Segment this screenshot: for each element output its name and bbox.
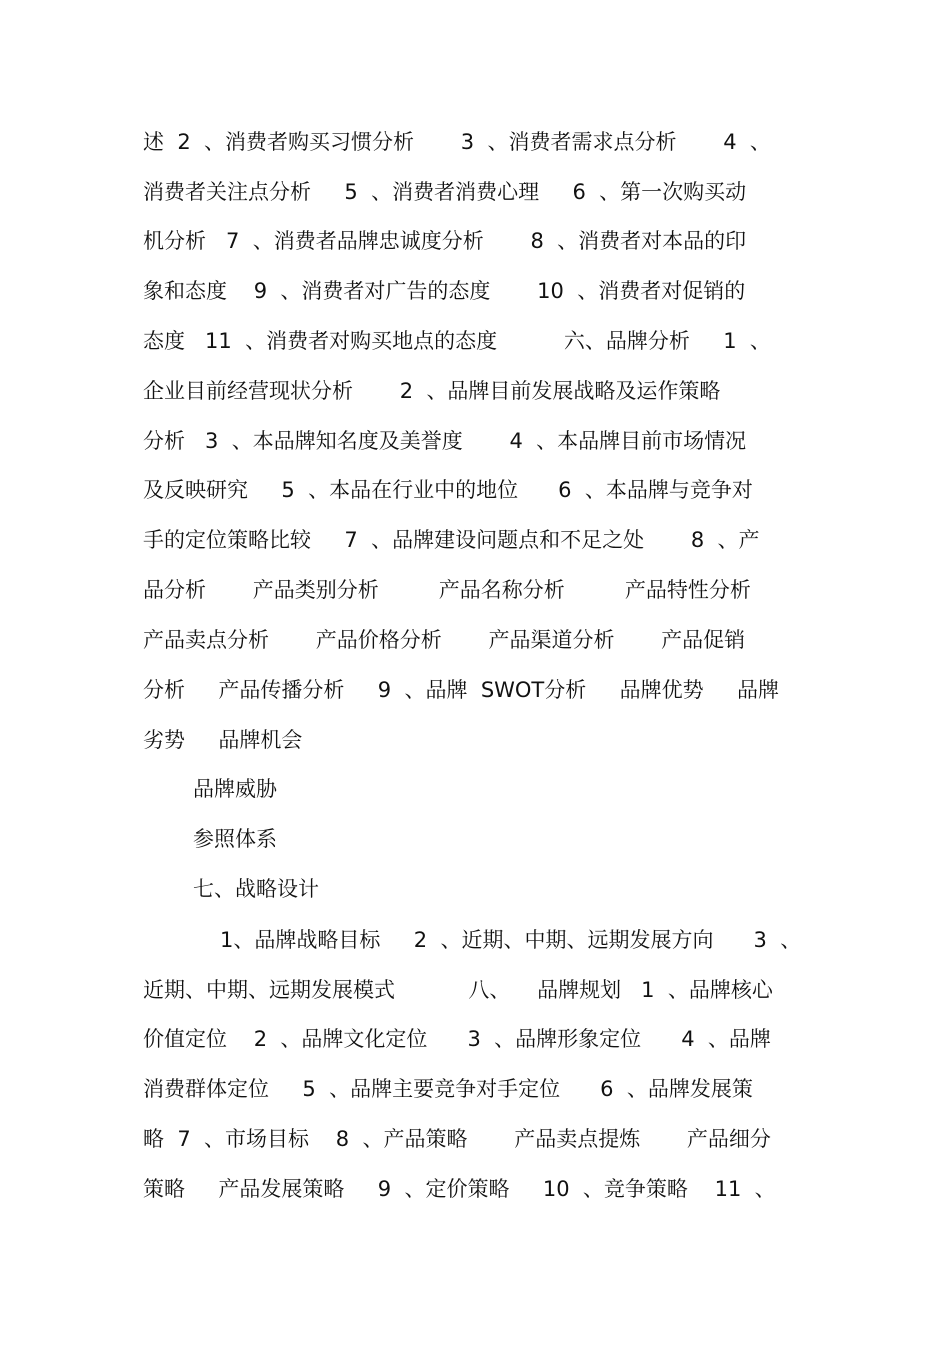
text-line: 策略 产品发展策略 9 、定价策略 10 、竞争策略 11 、: [143, 1177, 776, 1201]
text-line: 消费者关注点分析 5 、消费者消费心理 6 、第一次购买动: [143, 180, 747, 204]
text-line: 价值定位 2 、品牌文化定位 3 、品牌形象定位 4 、品牌: [143, 1027, 771, 1051]
text-line: 劣势 品牌机会: [143, 728, 303, 752]
text-line-indented: 1、品牌战略目标 2 、近期、中期、远期发展方向 3 、: [220, 928, 802, 952]
text-line: 机分析 7 、消费者品牌忠诚度分析 8 、消费者对本品的印: [143, 229, 747, 253]
text-line: 手的定位策略比较 7 、品牌建设问题点和不足之处 8 、产: [143, 528, 760, 552]
text-line: 及反映研究 5 、本品在行业中的地位 6 、本品牌与竞争对: [143, 478, 753, 502]
text-line: 略 7 、市场目标 8 、产品策略 产品卖点提炼 产品细分: [143, 1127, 771, 1151]
text-line: 象和态度 9 、消费者对广告的态度 10 、消费者对促销的: [143, 279, 746, 303]
text-line-indented: 品牌威胁: [193, 777, 277, 801]
text-line: 近期、中期、远期发展模式 八、 品牌规划 1 、品牌核心: [143, 978, 773, 1002]
text-line: 态度 11 、消费者对购买地点的态度 六、品牌分析 1 、: [143, 329, 771, 353]
text-line: 分析 产品传播分析 9 、品牌 SWOT分析 品牌优势 品牌: [143, 678, 780, 702]
text-line: 述 2 、消费者购买习惯分析 3 、消费者需求点分析 4 、: [143, 130, 771, 154]
text-line-indented: 参照体系: [193, 827, 277, 851]
text-line: 分析 3 、本品牌知名度及美誉度 4 、本品牌目前市场情况: [143, 429, 747, 453]
text-line: 产品卖点分析 产品价格分析 产品渠道分析 产品促销: [143, 628, 746, 652]
section-heading: 七、战略设计: [193, 877, 319, 901]
text-line: 企业目前经营现状分析 2 、品牌目前发展战略及运作策略: [143, 379, 721, 403]
text-line: 品分析 产品类别分析 产品名称分析 产品特性分析: [143, 578, 751, 602]
text-line: 消费群体定位 5 、品牌主要竞争对手定位 6 、品牌发展策: [143, 1077, 753, 1101]
